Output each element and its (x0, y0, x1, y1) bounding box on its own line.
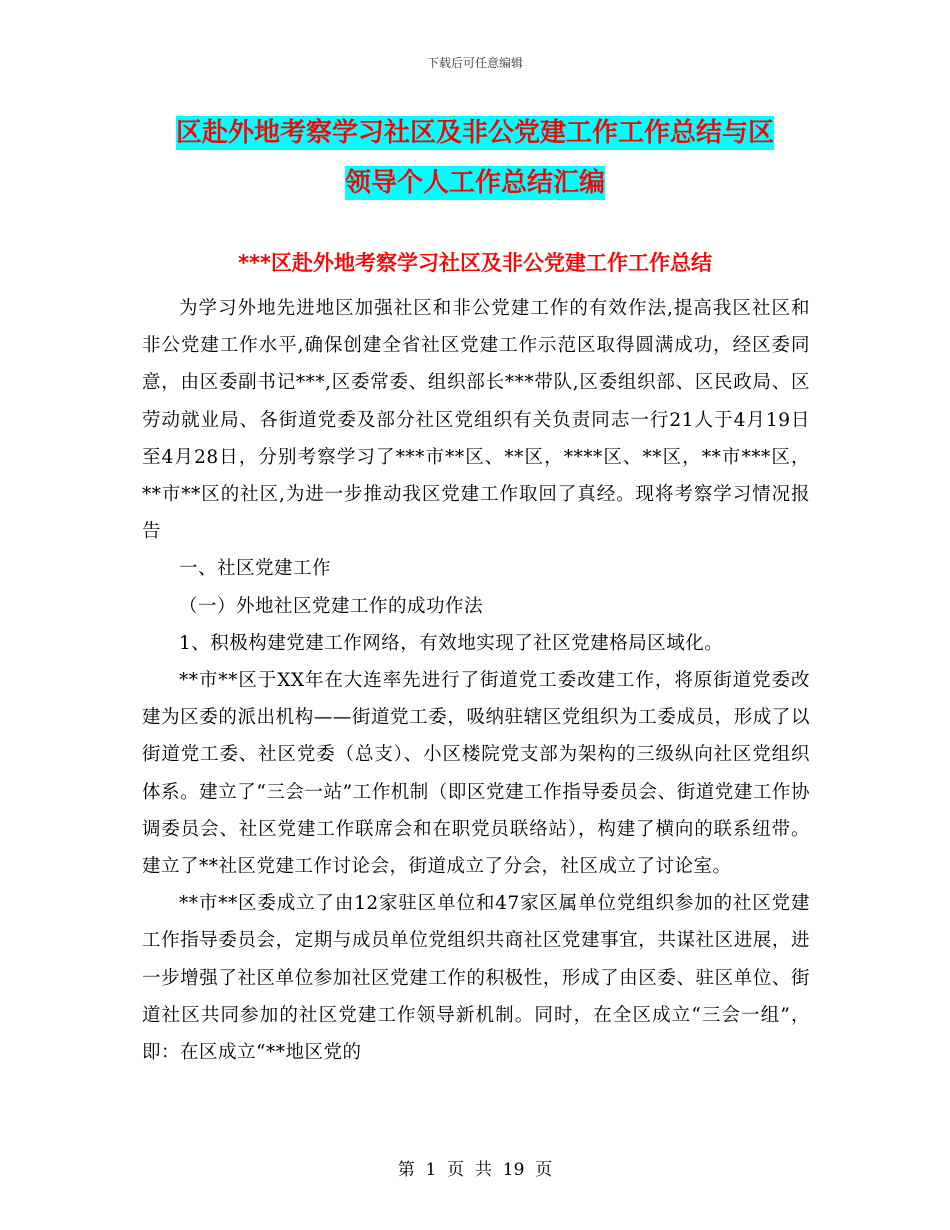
title-line-1: 区赴外地考察学习社区及非公党建工作工作总结与区 (175, 118, 774, 148)
title-line-2: 领导个人工作总结汇编 (344, 168, 605, 198)
paragraph: （一）外地社区党建工作的成功作法 (179, 595, 484, 617)
paragraph: **市**区于XX年在大连率先进行了街道党工委改建工作，将原街道党委改建为区委的派出机构——街道党工委，吸纳驻辖区党组织为工委成员，形成了以街道党工委、社区党委（总支）、小区楼院党支部为架构的三级纵向社区党组织体系。建立了“三会一站”工作机制（即区党建工作指导委员会、街道党建工作协调委员会、社区党建工作联席会和在职党员联络站），构建了横向的联系纽带。建立了**社区党建工作讨论会，街道成立了分会，社区成立了讨论室。 (142, 670, 810, 878)
document-body (142, 290, 810, 1071)
paragraph: 1、积极构建党建工作网络，有效地实现了社区党建格局区域化。 (179, 632, 724, 654)
document-title (150, 108, 800, 208)
paragraph: 一、社区党建工作 (179, 558, 332, 580)
paragraph: 为学习外地先进地区加强社区和非公党建工作的有效作法,提高我区社区和非公党建工作水平,确保创建全省社区党建工作示范区取得圆满成功，经区委同意，由区委副书记***,区委常委、组织部长***带队,区委组织部、区民政局、区劳动就业局、各街道党委及部分社区党组织有关负责同志一行21人于4月19日至4月28日，分别考察学习了***市**区、**区，****区、**区，**市***区，**市**区的社区,为进一步推动我区党建工作取回了真经。现将考察学习情况报告 (142, 298, 810, 543)
page-header: 下载后可任意编辑 (426, 56, 523, 70)
page-footer: 第 1 页 共 19 页 (397, 1160, 553, 1180)
section-title: ***区赴外地考察学习社区及非公党建工作工作总结 (238, 251, 712, 275)
paragraph: **市**区委成立了由12家驻区单位和47家区属单位党组织参加的社区党建工作指导委员会，定期与成员单位党组织共商社区党建事宜，共谋社区进展，进一步增强了社区单位参加社区党建工作的积极性，形成了由区委、驻区单位、街道社区共同参加的社区党建工作领导新机制。同时，在全区成立“三会一组”，即：在区成立“**地区党的 (142, 893, 810, 1064)
